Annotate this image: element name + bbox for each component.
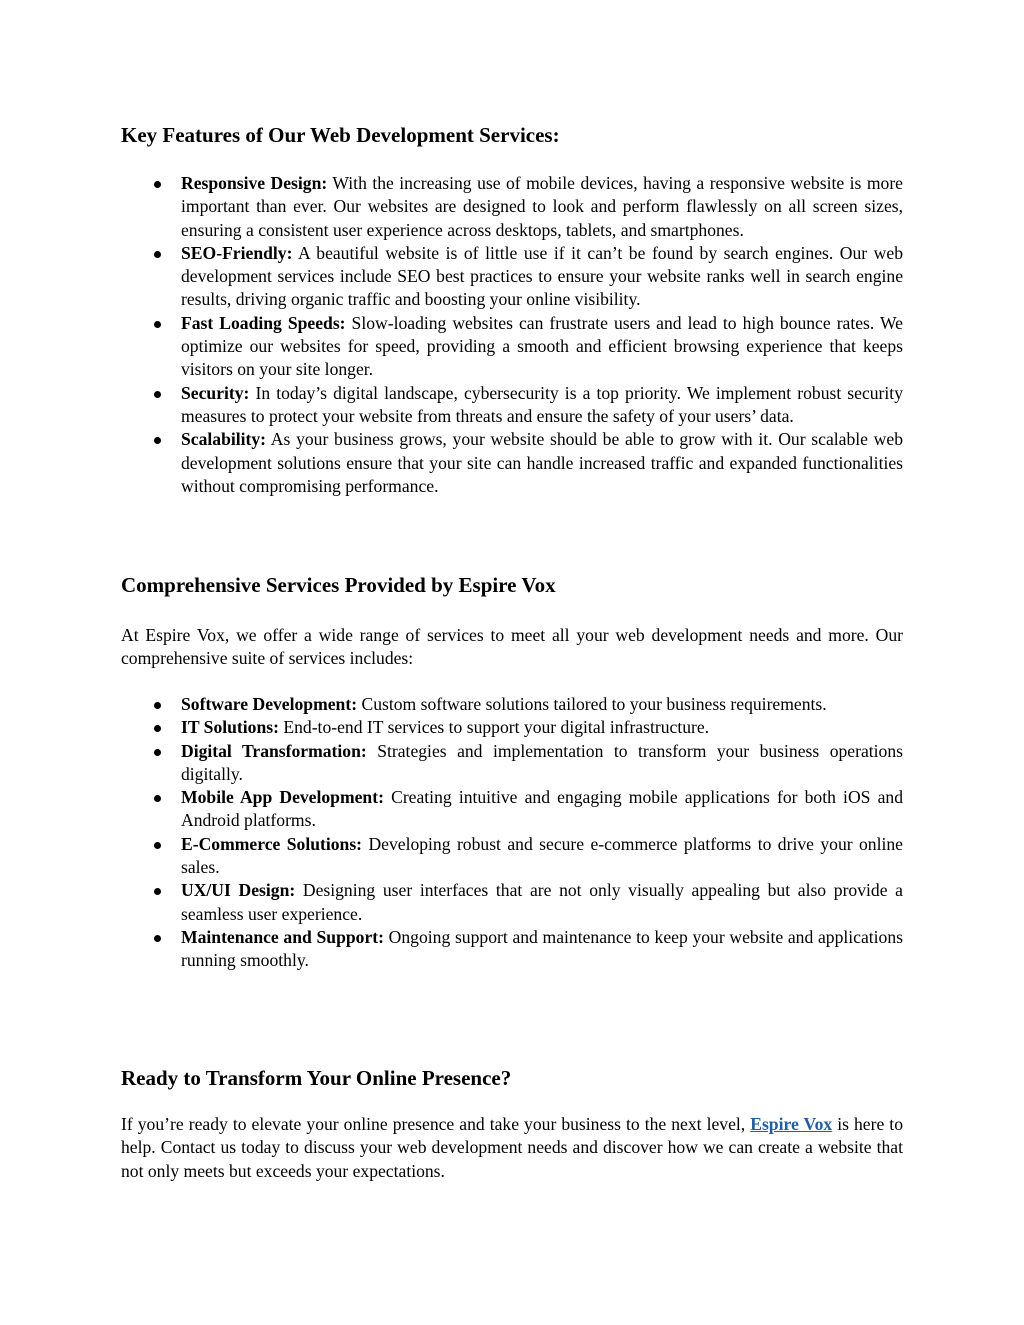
bullet-icon	[154, 749, 161, 756]
list-item-seo-friendly	[121, 242, 903, 312]
item-label: Mobile App Development:	[181, 787, 384, 808]
item-text: In today’s digital landscape, cybersecurity is a top priority. We implement robust security measures to protect your website from threats and ensure the safety of your users’ data.	[181, 382, 903, 426]
item-text: Designing user interfaces that are not only visually appealing but also provide a seamless user experience.	[181, 880, 903, 924]
item-text: Developing robust and secure e-commerce platforms to drive your online sales.	[181, 833, 903, 878]
bullet-icon	[154, 888, 161, 895]
item-label: Security:	[181, 382, 250, 403]
item-label: SEO-Friendly:	[181, 242, 293, 263]
list-item-ecommerce	[121, 833, 903, 880]
item-text: Strategies and implementation to transform your business operations digitally.	[181, 740, 903, 784]
features-heading: Key Features of Our Web Development Services:	[121, 123, 560, 147]
cta-heading: Ready to Transform Your Online Presence?	[121, 1066, 512, 1090]
features-list	[121, 172, 903, 498]
list-item-ux-ui-design	[121, 879, 903, 926]
item-text: With the increasing use of mobile devices, having a responsive website is more important than ever. Our websites are designed to look and perform flawlessly on all screen sizes, ensuring a consistent user experience across desktops, tablets, and smartphones.	[181, 173, 903, 240]
item-text: Creating intuitive and engaging mobile applications for both iOS and Android platforms.	[181, 787, 903, 831]
list-item-software-development	[121, 693, 903, 716]
bullet-icon	[154, 795, 161, 802]
bullet-icon	[154, 181, 161, 188]
item-label: Fast Loading Speeds:	[181, 312, 346, 333]
bullet-icon	[154, 437, 161, 444]
cta-text-before: If you’re ready to elevate your online presence and take your business to the next level,	[121, 1114, 751, 1134]
item-label: Responsive Design:	[181, 173, 328, 193]
services-intro: At Espire Vox, we offer a wide range of services to meet all your web development needs and more. Our comprehensive suite of services includes:	[121, 625, 903, 669]
item-label: Maintenance and Support:	[181, 926, 384, 947]
bullet-icon	[154, 321, 161, 328]
item-label: UX/UI Design:	[181, 880, 296, 901]
services-list	[121, 693, 903, 973]
item-label: Software Development:	[181, 694, 358, 714]
espire-vox-link[interactable]: Espire Vox	[750, 1114, 833, 1134]
item-text: A beautiful website is of little use if it can’t be found by search engines. Our web development services include SEO best practices to ensure your website ranks well in search engine results, driving organic traffic and boosting your online visibility.	[181, 242, 903, 310]
list-item-scalability	[121, 428, 903, 498]
list-item-maintenance	[121, 926, 903, 973]
list-item-it-solutions	[121, 716, 903, 739]
item-text: End-to-end IT services to support your digital infrastructure.	[278, 717, 710, 738]
list-item-digital-transformation	[121, 740, 903, 787]
item-text: Ongoing support and maintenance to keep your website and applications running smoothly.	[181, 926, 903, 971]
bullet-icon	[154, 725, 161, 732]
bullet-icon	[154, 391, 161, 398]
services-heading: Comprehensive Services Provided by Espire Vox	[121, 573, 556, 597]
cta-text-after: is here to help. Contact us today to discuss your web development needs and discover how we can create a website that not only meets but exceeds your expectations.	[121, 1114, 903, 1181]
bullet-icon	[154, 251, 161, 258]
list-item-fast-loading	[121, 312, 903, 382]
bullet-icon	[154, 702, 161, 709]
item-text: Slow-loading websites can frustrate users and lead to high bounce rates. We optimize our websites for speed, providing a smooth and efficient browsing experience that keeps visitors on your site longer.	[181, 312, 903, 380]
item-label: Digital Transformation:	[181, 740, 367, 761]
list-item-mobile-app	[121, 786, 903, 833]
list-item-responsive-design	[121, 172, 903, 242]
item-text: Custom software solutions tailored to your business requirements.	[357, 694, 827, 714]
bullet-icon	[154, 842, 161, 849]
list-item-security	[121, 382, 903, 429]
item-text: As your business grows, your website should be able to grow with it. Our scalable web development solutions ensure that your site can handle increased traffic and expanded functionalities without compromising performance.	[181, 429, 903, 496]
bullet-icon	[154, 935, 161, 942]
item-label: E-Commerce Solutions:	[181, 833, 363, 854]
item-label: Scalability:	[181, 429, 267, 450]
cta-paragraph	[121, 1113, 903, 1183]
item-label: IT Solutions:	[181, 717, 279, 738]
